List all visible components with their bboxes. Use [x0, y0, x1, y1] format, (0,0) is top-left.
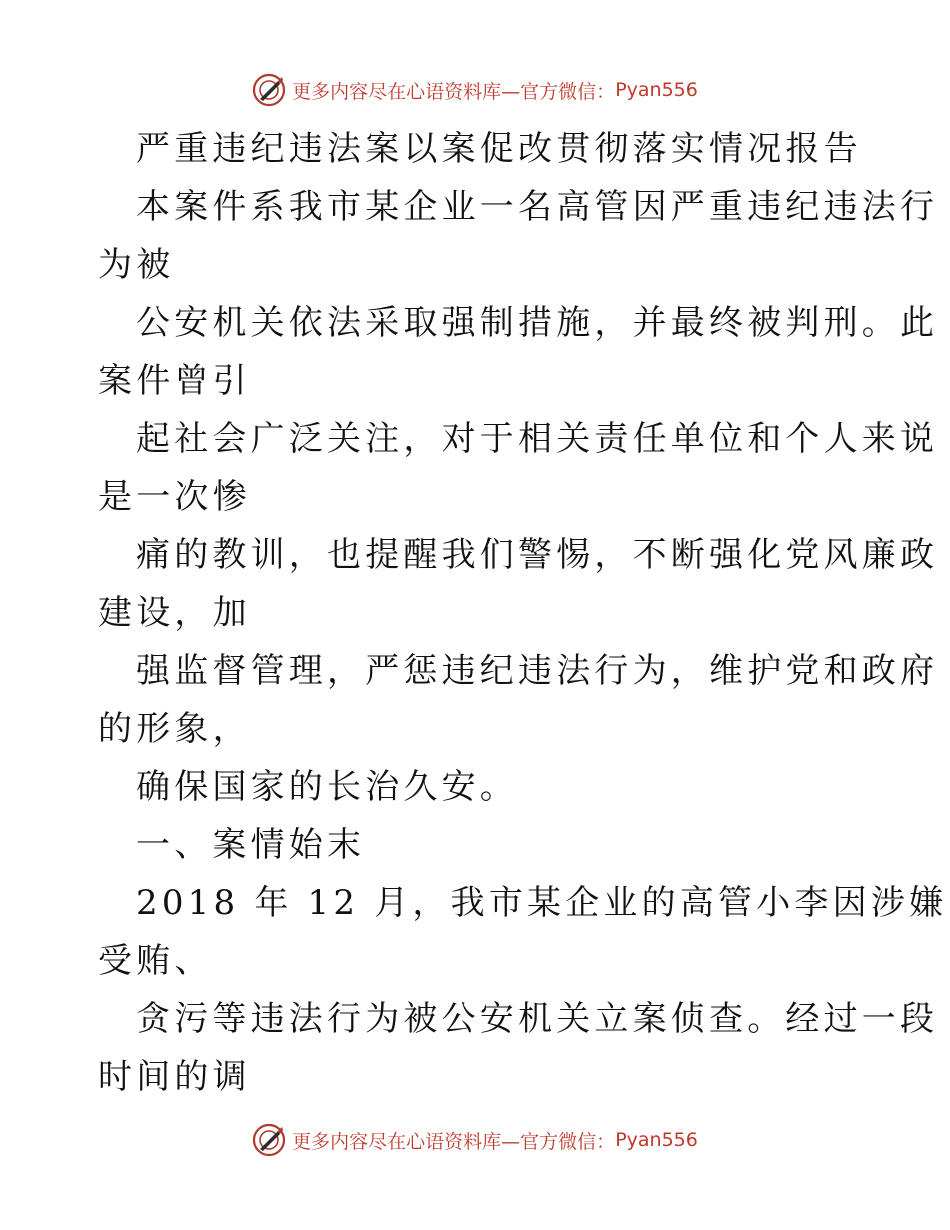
body-line: 2018 年 12 月，我市某企业的高管小李因涉嫌 — [136, 883, 948, 923]
section-heading: 一、案情始末 — [136, 825, 366, 865]
body-line: 是一次惨 — [98, 477, 251, 517]
brand-logo-icon — [252, 73, 286, 107]
footer-official-text: —官方微信： — [501, 1130, 616, 1153]
body-line: 起社会广泛关注，对于相关责任单位和个人来说 — [136, 419, 939, 459]
header-site-text: 更多内容尽在心语资料库 — [292, 80, 502, 103]
body-line: 为被 — [98, 245, 175, 285]
brand-logo-icon — [252, 1123, 286, 1157]
footer-banner — [0, 1118, 950, 1162]
body-line: 本案件系我市某企业一名高管因严重违纪违法行 — [136, 187, 939, 227]
body-line: 痛的教训，也提醒我们警惕，不断强化党风廉政 — [136, 535, 939, 575]
body-line: 时间的调 — [98, 1057, 251, 1097]
body-line: 案件曾引 — [98, 361, 251, 401]
header-wechat-id: Pyan556 — [615, 79, 698, 101]
footer-wechat-id: Pyan556 — [615, 1129, 698, 1151]
document-title: 严重违纪违法案以案促改贯彻落实情况报告 — [136, 129, 862, 169]
body-line: 的形象， — [98, 709, 251, 749]
body-line: 公安机关依法采取强制措施，并最终被判刑。此 — [136, 303, 939, 343]
footer-site-text: 更多内容尽在心语资料库 — [292, 1130, 502, 1153]
header-official-text: —官方微信： — [501, 80, 616, 103]
body-line: 受贿、 — [98, 941, 213, 981]
body-line: 确保国家的长治久安。 — [136, 767, 518, 807]
body-line: 建设，加 — [98, 593, 251, 633]
body-line: 贪污等违法行为被公安机关立案侦查。经过一段 — [136, 999, 939, 1039]
document-body — [98, 120, 948, 1106]
body-line: 强监督管理，严惩违纪违法行为，维护党和政府 — [136, 651, 939, 691]
header-banner — [0, 68, 950, 112]
